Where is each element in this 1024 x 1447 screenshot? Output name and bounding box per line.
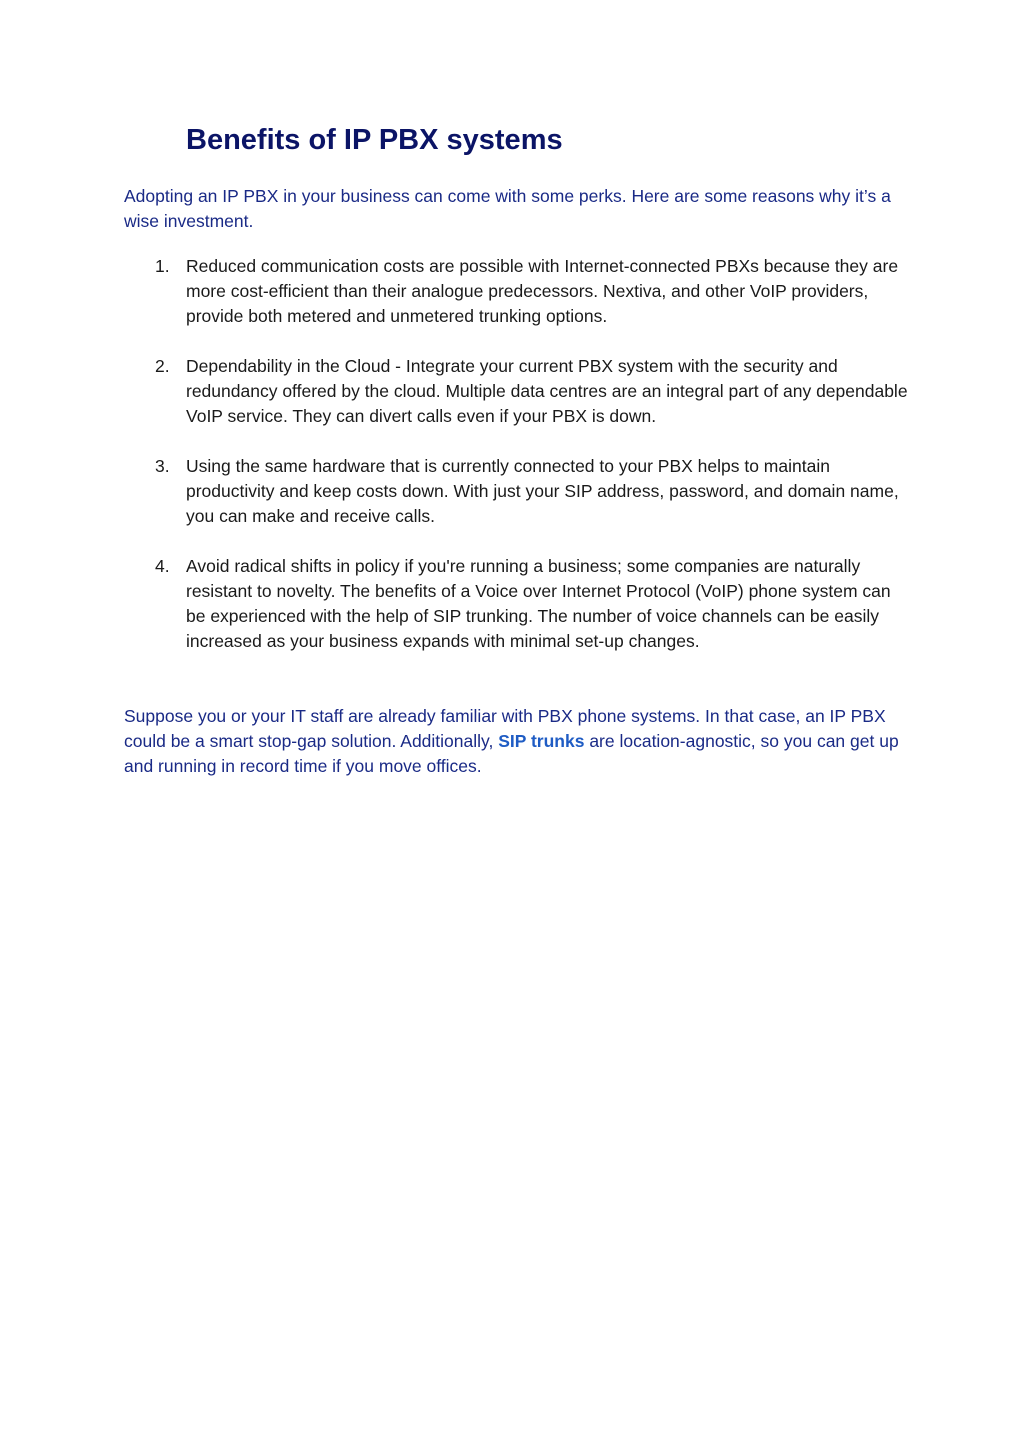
list-item-text: Using the same hardware that is currently connected to your PBX helps to maintain productivity and keep costs down. With just your SIP address, password, and domain name, you can make and receive calls. — [186, 456, 899, 526]
closing-text-start: Suppose you or your IT staff are already familiar with PBX phone systems. In that case, an IP PBX could be a smart stop-gap solution. Additionally, — [124, 706, 886, 751]
page-title: Benefits of IP PBX systems — [186, 124, 563, 156]
benefits-list — [124, 254, 914, 679]
intro-paragraph: Adopting an IP PBX in your business can come with some perks. Here are some reasons why it’s a wise investment. — [124, 186, 891, 231]
list-item — [124, 454, 914, 529]
list-item-number: 2. — [155, 356, 170, 376]
list-item — [124, 554, 914, 654]
list-item — [124, 354, 914, 429]
list-item — [124, 254, 914, 329]
list-item-number: 4. — [155, 556, 170, 576]
list-item-number: 3. — [155, 456, 170, 476]
list-item-text: Dependability in the Cloud - Integrate your current PBX system with the security and redundancy offered by the cloud. Multiple data centres are an integral part of any dependable VoIP service. They can divert calls even if your PBX is down. — [186, 356, 908, 426]
sip-trunks-link[interactable]: SIP trunks — [498, 731, 585, 751]
closing-paragraph — [124, 704, 914, 779]
list-item-text: Avoid radical shifts in policy if you're running a business; some companies are naturally resistant to novelty. The benefits of a Voice over Internet Protocol (VoIP) phone system can be experienced with the help of SIP trunking. The number of voice channels can be easily increased as your business expands with minimal set-up changes. — [186, 556, 891, 651]
list-item-text: Reduced communication costs are possible with Internet-connected PBXs because they are more cost-efficient than their analogue predecessors. Nextiva, and other VoIP providers, provide both metered and unmetered trunking options. — [186, 256, 899, 326]
closing-text-end: are location-agnostic, so you can get up and running in record time if you move offices. — [124, 731, 899, 776]
list-item-number: 1. — [155, 256, 170, 276]
